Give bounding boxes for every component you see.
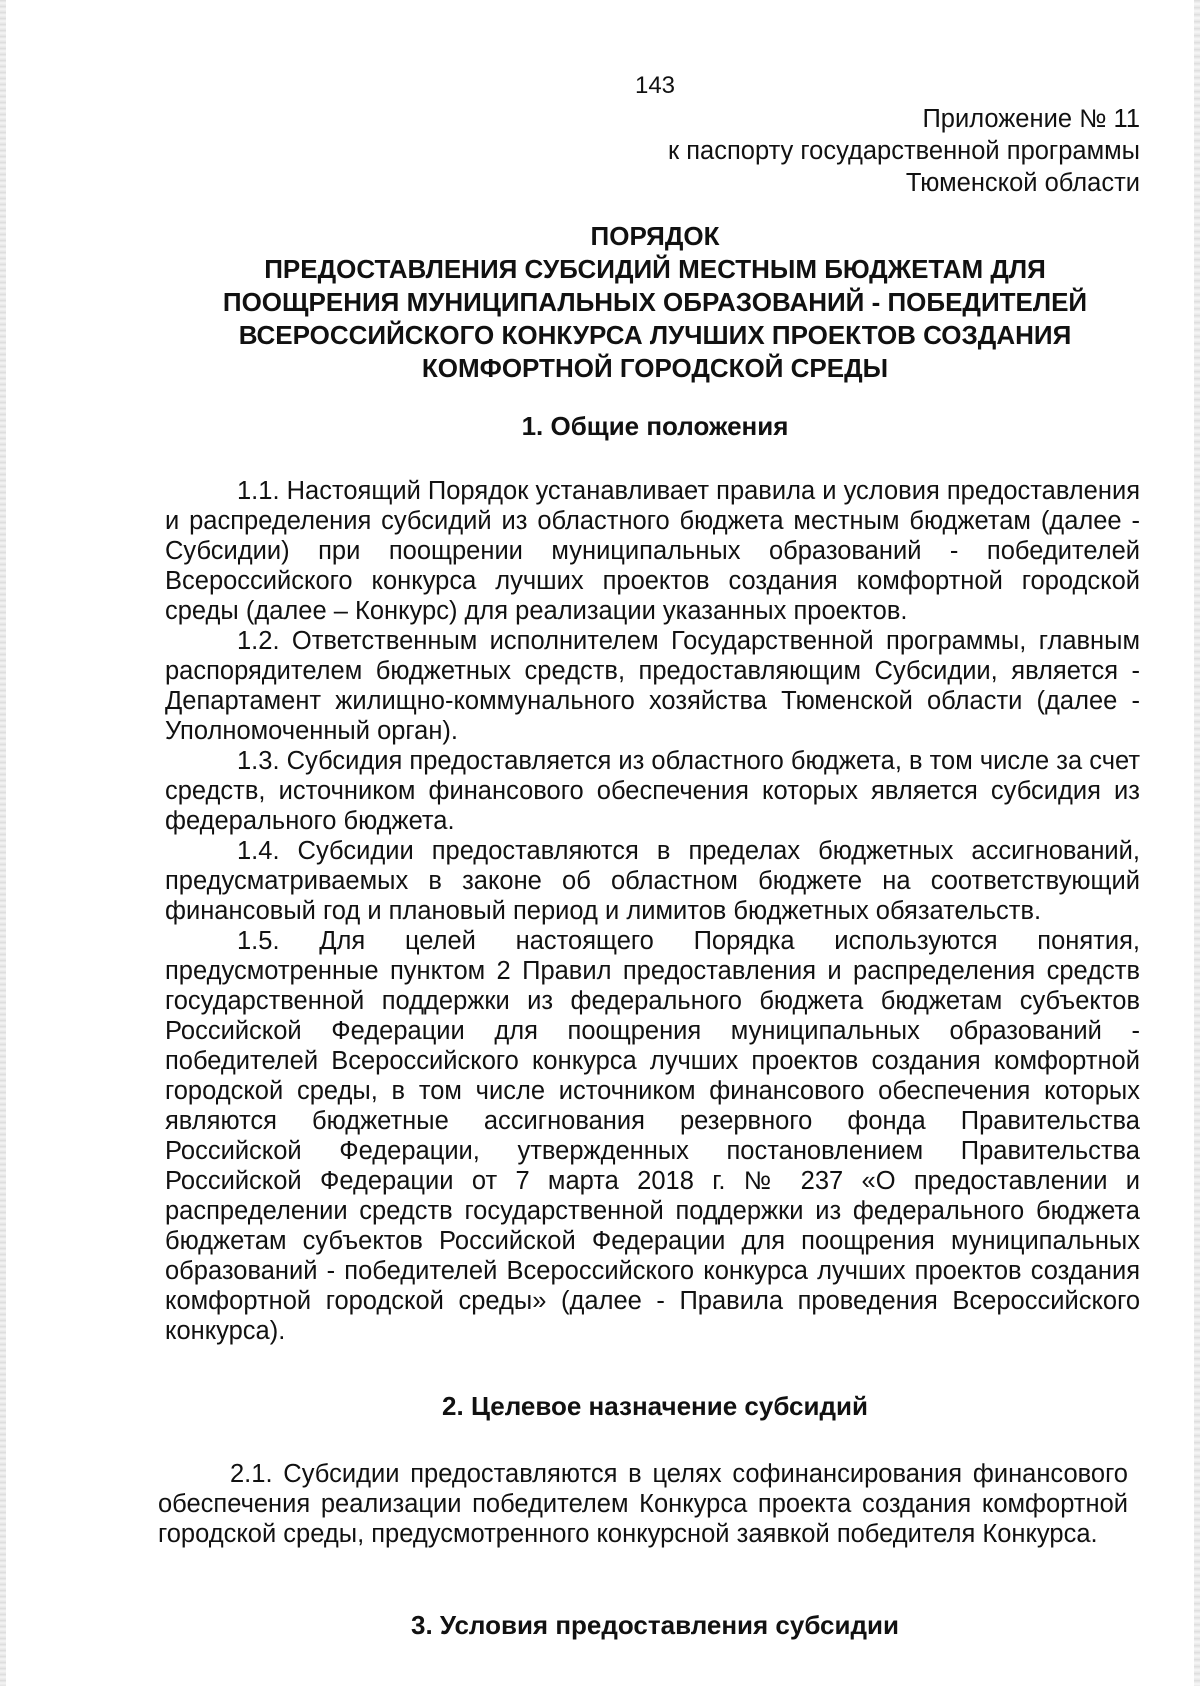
paragraph-1-5: 1.5. Для целей настоящего Порядка используются понятия, предусмотренные пунктом 2 Правил предоставления и распределения средств государственной поддержки из федерального бюджета бюджетам субъектов Российской Федерации для поощрения муниципальных образований - победителей Всероссийского конкурса лучших проектов создания комфортной городской среды, в том числе источником финансового обеспечения которых являются бюджетные ассигнования резервного фонда Правительства Российской Федерации, утвержденных постановлением Правительства Российской Федерации от 7 марта 2018 г. № 237 «О предоставлении и распределении средств государственной поддержки из федерального бюджета бюджетам субъектов Российской Федерации для поощрения муниципальных образований - победителей Всероссийского конкурса лучших проектов создания комфортной городской среды» (далее - Правила проведения Всероссийского конкурса). — [165, 927, 1140, 1345]
section-2-heading: 2. Целевое назначение субсидий — [442, 1391, 868, 1421]
title-line-1: ПОРЯДОК — [590, 221, 720, 251]
section-1-heading: 1. Общие положения — [521, 411, 789, 441]
appendix-header — [668, 103, 1140, 199]
paragraph-1-2: 1.2. Ответственным исполнителем Государственной программы, главным распорядителем бюджетных средств, предоставляющим Субсидии, является - Департамент жилищно-коммунального хозяйства Тюменской области (далее - Уполномоченный орган). — [165, 627, 1140, 745]
section-1-body — [165, 476, 1140, 1346]
appendix-line-1: Приложение № 11 — [922, 105, 1140, 133]
document-title — [150, 220, 1160, 385]
paragraph-1-3: 1.3. Субсидия предоставляется из областного бюджета, в том числе за счет средств, источником финансового обеспечения которых является субсидия из федерального бюджета. — [165, 747, 1140, 835]
paragraph-2-1: 2.1. Субсидии предоставляются в целях софинансирования финансового обеспечения реализации победителем Конкурса проекта создания комфортной городской среды, предусмотренного конкурсной заявкой победителя Конкурса. — [158, 1460, 1128, 1548]
title-line-4: ВСЕРОССИЙСКОГО КОНКУРСА ЛУЧШИХ ПРОЕКТОВ СОЗДАНИЯ — [238, 320, 1072, 350]
scan-edge-right — [1194, 0, 1200, 1686]
section-2-body — [158, 1459, 1128, 1549]
paragraph-1-1: 1.1. Настоящий Порядок устанавливает правила и условия предоставления и распределения субсидий из областного бюджета местным бюджетам (далее - Субсидии) при поощрении муниципальных образований - победителей Всероссийского конкурса лучших проектов создания комфортной городской среды (далее – Конкурс) для реализации указанных проектов. — [165, 477, 1140, 625]
title-line-5: КОМФОРТНОЙ ГОРОДСКОЙ СРЕДЫ — [421, 353, 889, 383]
section-3-heading: 3. Условия предоставления субсидии — [411, 1610, 899, 1640]
appendix-line-3: Тюменской области — [905, 169, 1140, 197]
title-line-3: ПООЩРЕНИЯ МУНИЦИПАЛЬНЫХ ОБРАЗОВАНИЙ - ПОБЕДИТЕЛЕЙ — [222, 287, 1088, 317]
scan-edge-left — [0, 0, 6, 1686]
page-number: 143 — [634, 72, 676, 99]
title-line-2: ПРЕДОСТАВЛЕНИЯ СУБСИДИЙ МЕСТНЫМ БЮДЖЕТАМ ДЛЯ — [264, 254, 1046, 284]
paragraph-1-4: 1.4. Субсидии предоставляются в пределах бюджетных ассигнований, предусматриваемых в законе об областном бюджете на соответствующий финансовый год и плановый период и лимитов бюджетных обязательств. — [165, 837, 1140, 925]
appendix-line-2: к паспорту государственной программы — [668, 137, 1140, 165]
